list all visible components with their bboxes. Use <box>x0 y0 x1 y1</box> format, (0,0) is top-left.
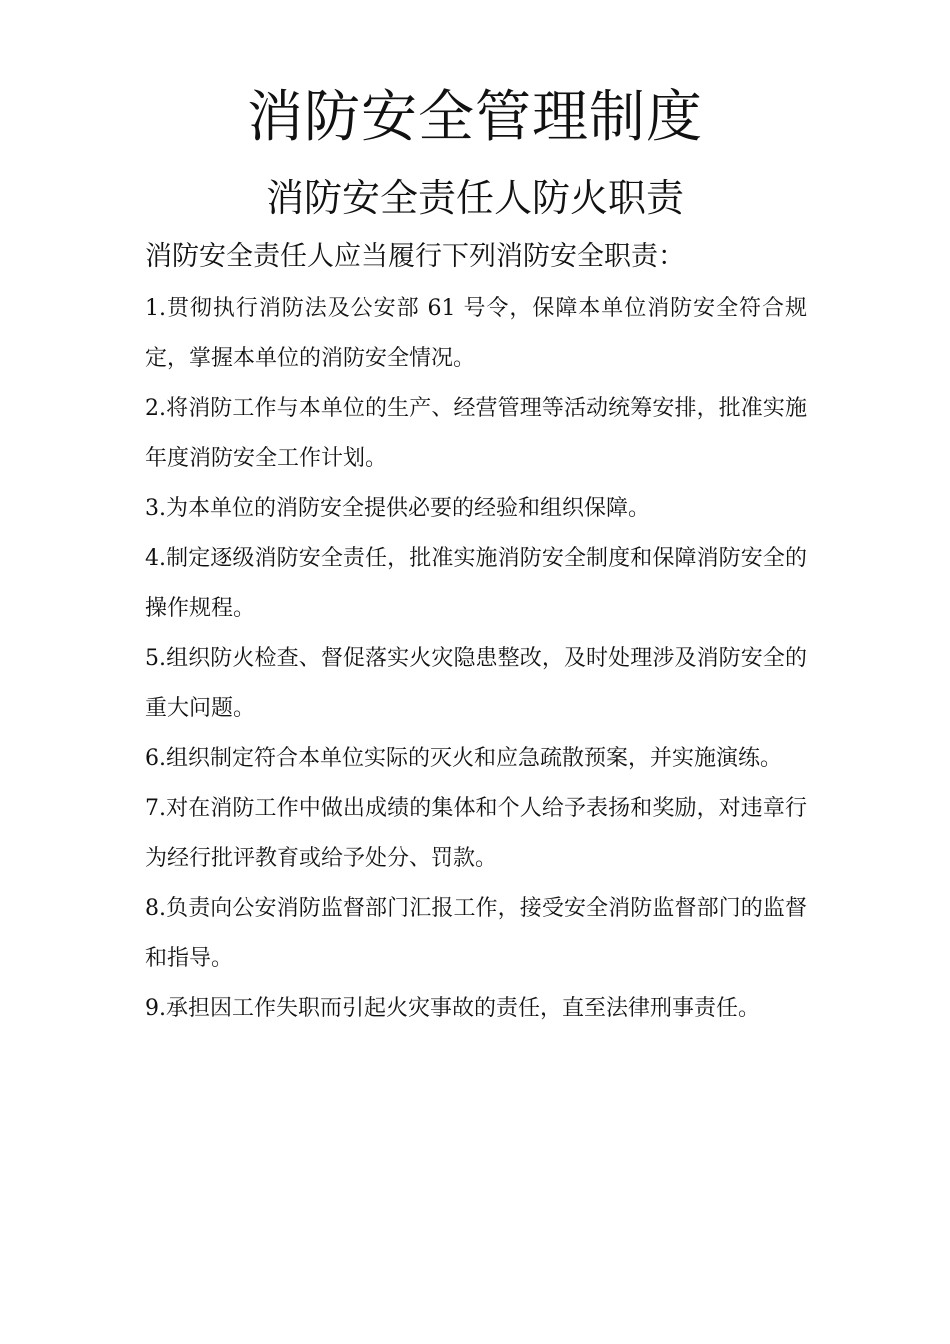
duty-item-3: 3.为本单位的消防安全提供必要的经验和组织保障。 <box>145 496 650 521</box>
duty-item-9: 9.承担因工作失职而引起火灾事故的责任，直至法律刑事责任。 <box>145 996 760 1021</box>
duty-item-5: 5.组织防火检查、督促落实火灾隐患整改，及时处理涉及消防安全的重大问题。 <box>145 646 807 721</box>
duty-list <box>145 284 807 1034</box>
duty-item-7: 7.对在消防工作中做出成绩的集体和个人给予表扬和奖励，对违章行为经行批评教育或给予处分、罚款。 <box>145 796 807 871</box>
duty-item-8: 8.负责向公安消防监督部门汇报工作，接受安全消防监督部门的监督和指导。 <box>145 896 807 971</box>
duty-item-6: 6.组织制定符合本单位实际的灭火和应急疏散预案，并实施演练。 <box>145 746 782 771</box>
duty-item-1: 1.贯彻执行消防法及公安部 61 号令，保障本单位消防安全符合规定，掌握本单位的消防安全情况。 <box>145 296 807 371</box>
document-title: 消防安全管理制度 <box>247 85 703 150</box>
duty-item-4: 4.制定逐级消防安全责任，批准实施消防安全制度和保障消防安全的操作规程。 <box>145 546 807 621</box>
duty-item-2: 2.将消防工作与本单位的生产、经营管理等活动统筹安排，批准实施年度消防安全工作计划。 <box>145 396 807 471</box>
intro-paragraph: 消防安全责任人应当履行下列消防安全职责： <box>145 241 685 272</box>
section-title: 消防安全责任人防火职责 <box>265 176 684 220</box>
